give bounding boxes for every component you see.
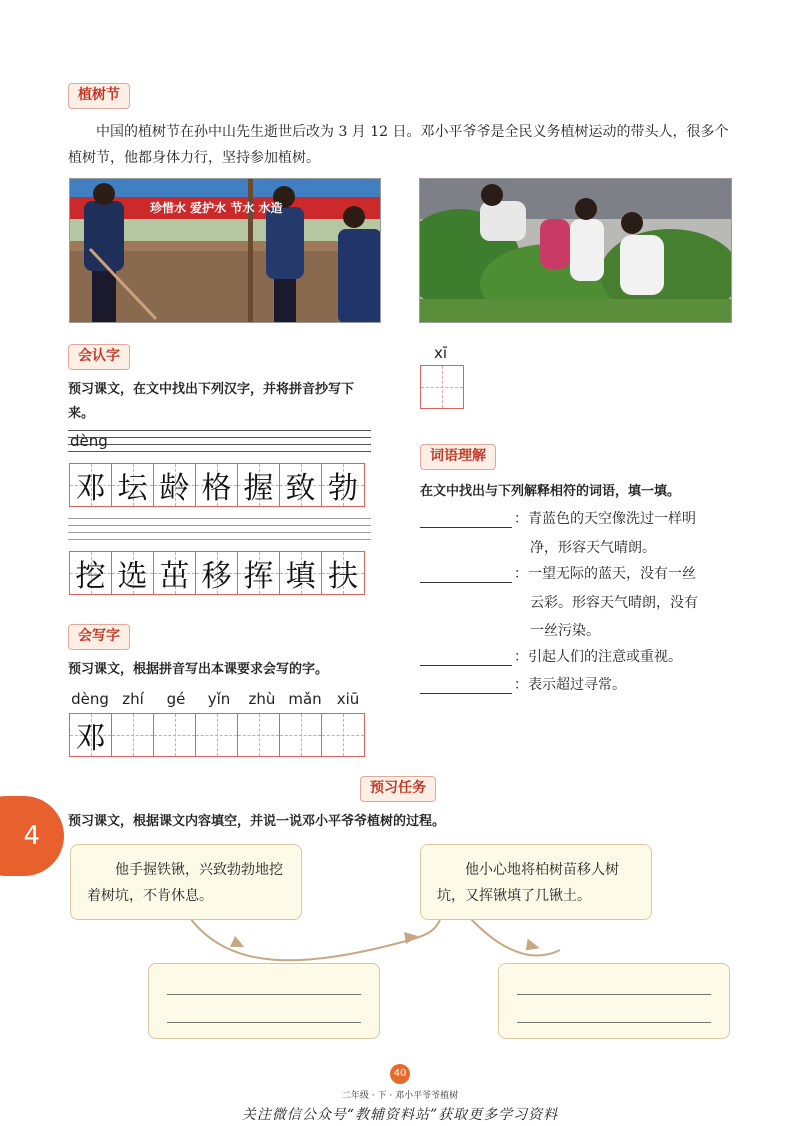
pinyin-lines-row1 <box>68 430 371 458</box>
footer-watermark: 关注微信公众号“教辅资料站”获取更多学习资料 <box>241 1107 559 1123</box>
photo-students-digging <box>69 178 381 323</box>
char-cell: 选 <box>112 552 154 594</box>
write-pinyin: gé <box>166 690 186 708</box>
vocab-def-2-line2: 云彩。形容天气晴朗，没有 <box>530 595 698 611</box>
write-grid[interactable] <box>69 713 365 757</box>
vocab-instruction: 在文中找出与下列解释相符的词语，填一填。 <box>420 484 681 499</box>
blank-char-cell[interactable] <box>154 714 196 756</box>
footer-subtitle: 二年级 · 下 · 邓小平爷爷植树 <box>341 1091 459 1101</box>
answer-line[interactable] <box>167 1022 361 1023</box>
char-cell: 致 <box>280 464 322 506</box>
answer-line[interactable] <box>167 994 361 995</box>
char-cell: 勃 <box>322 464 364 506</box>
char-cell: 龄 <box>154 464 196 506</box>
char-cell: 坛 <box>112 464 154 506</box>
photo-students-planting <box>419 178 732 323</box>
vocab-blank-1[interactable] <box>420 508 512 528</box>
answer-box-2[interactable] <box>498 963 730 1039</box>
blank-char-cell[interactable] <box>112 714 154 756</box>
example-pinyin: dèng <box>70 432 108 450</box>
story-box-1-text: 他手握铁锹，兴致勃勃地挖着树坑，不肯休息。 <box>87 862 283 904</box>
pinyin-lines-row2[interactable] <box>68 518 371 546</box>
write-pinyin-row <box>69 690 369 710</box>
section-tag-write: 会写字 <box>68 624 130 650</box>
vocab-def-2-line1: ：一望无际的蓝天，没有一丝 <box>514 566 696 582</box>
section-tag-recognize: 会认字 <box>68 344 130 370</box>
vocab-blank-2[interactable] <box>420 563 512 583</box>
blank-char-cell[interactable] <box>196 714 238 756</box>
write-pinyin: yǐn <box>207 690 231 708</box>
recognize-instruction: 预习课文，在文中找出下列汉字，并将拼音抄写下来。 <box>68 382 355 421</box>
write-pinyin: zhí <box>122 690 144 708</box>
vocab-blank-3[interactable] <box>420 646 512 666</box>
blank-char-cell[interactable] <box>280 714 322 756</box>
char-cell: 茁 <box>154 552 196 594</box>
char-cell: 填 <box>280 552 322 594</box>
write-pinyin: dèng <box>71 690 109 708</box>
section-tag-vocab: 词语理解 <box>420 444 496 470</box>
section-tag-arbor-day: 植树节 <box>68 83 130 109</box>
vocab-def-1-line2: 净，形容天气晴朗。 <box>530 540 656 556</box>
char-cell: 握 <box>238 464 280 506</box>
write-instruction: 预习课文，根据拼音写出本课要求会写的字。 <box>68 662 329 677</box>
char-cell: 扶 <box>322 552 364 594</box>
vocab-def-3-line1: ：引起人们的注意或重视。 <box>514 649 682 665</box>
extra-char-pinyin: xī <box>434 344 448 362</box>
chapter-number-badge: 4 <box>0 796 64 876</box>
vocab-def-2-line3: 一丝污染。 <box>530 623 600 639</box>
char-cell: 邓 <box>70 464 112 506</box>
story-box-2 <box>420 844 652 920</box>
char-cell: 挥 <box>238 552 280 594</box>
answer-line[interactable] <box>517 1022 711 1023</box>
story-box-2-text: 他小心地将柏树苗移人树坑，又挥锹填了几锹土。 <box>437 862 619 904</box>
char-cell: 格 <box>196 464 238 506</box>
section-tag-task: 预习任务 <box>360 776 436 802</box>
write-pinyin: mǎn <box>288 690 322 708</box>
char-cell: 移 <box>196 552 238 594</box>
blank-char-cell[interactable] <box>421 366 463 408</box>
write-pinyin: xiū <box>336 690 360 708</box>
char-cell: 邓 <box>70 714 112 756</box>
answer-line[interactable] <box>517 994 711 995</box>
story-box-1 <box>70 844 302 920</box>
char-cell: 挖 <box>70 552 112 594</box>
blank-char-cell[interactable] <box>238 714 280 756</box>
write-pinyin: zhù <box>248 690 276 708</box>
answer-box-1[interactable] <box>148 963 380 1039</box>
vocab-def-1-line1: ：青蓝色的天空像洗过一样明 <box>514 511 696 527</box>
vocab-def-4-line1: ：表示超过寻常。 <box>514 677 626 693</box>
recognize-grid-row2 <box>69 551 365 595</box>
recognize-grid-row1 <box>69 463 365 507</box>
intro-paragraph: 中国的植树节在孙中山先生逝世后改为 3 月 12 日。邓小平爷爷是全民义务植树运动的带头人，很多个植树节，他都身体力行，坚持参加植树。 <box>68 124 729 166</box>
extra-char-grid[interactable] <box>420 365 464 409</box>
task-instruction: 预习课文，根据课文内容填空，并说一说邓小平爷爷植树的过程。 <box>68 814 446 829</box>
page-number: 40 <box>390 1064 410 1084</box>
vocab-blank-4[interactable] <box>420 674 512 694</box>
banner-text: 珍惜水 爱护水 节水 水造 <box>150 201 283 215</box>
blank-char-cell[interactable] <box>322 714 364 756</box>
